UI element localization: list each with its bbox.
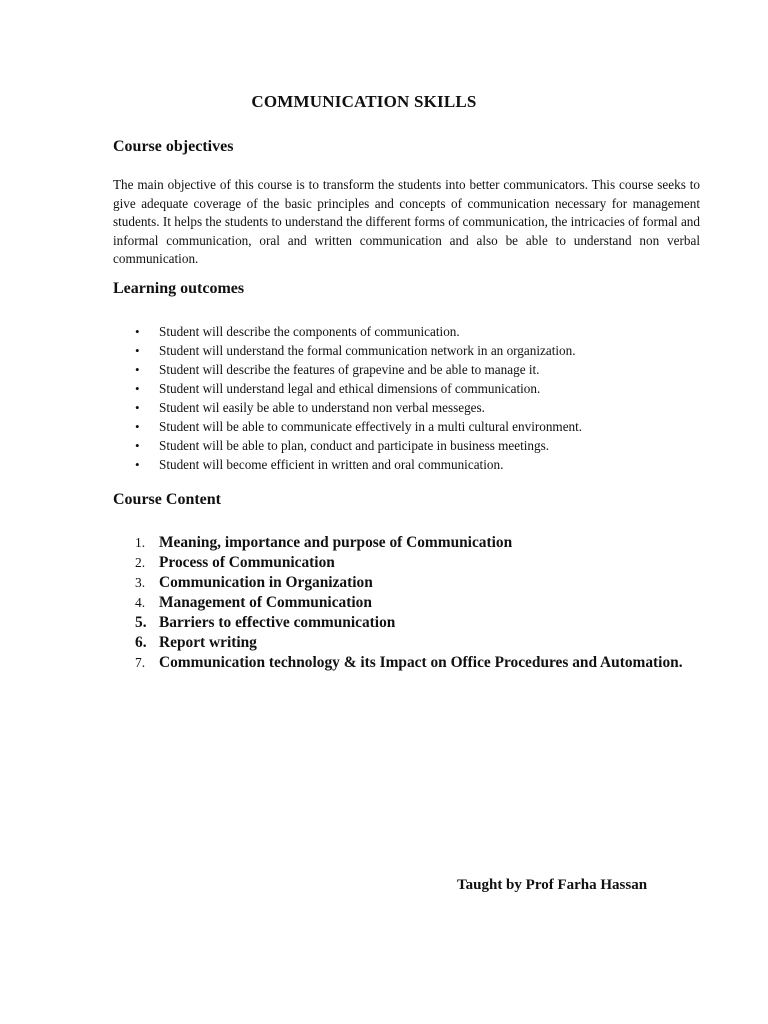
list-number: 4. <box>135 595 146 610</box>
course-objectives-paragraph: The main objective of this course is to transform the students into better communicators. This course seeks to give adequate coverage of the basic principles and concepts of communication necessary for management students. It helps the students to understand the different forms of communication, the intricacies of formal and informal communication, oral and written communication and also be able to understand non verbal communication. <box>113 177 700 267</box>
list-number: 6. <box>135 634 147 651</box>
list-item-text: Meaning, importance and purpose of Communication <box>159 534 513 551</box>
list-item <box>113 398 713 417</box>
list-number: 2. <box>135 555 146 570</box>
instructor-signature: Taught by Prof Farha Hassan <box>457 877 648 893</box>
list-item-text: Management of Communication <box>159 594 372 611</box>
bullet-icon: • <box>135 343 140 358</box>
bullet-icon: • <box>135 324 140 339</box>
list-item <box>113 322 713 341</box>
list-item <box>113 613 700 633</box>
list-item-text: Student will describe the features of grapevine and be able to manage it. <box>159 362 540 377</box>
course-content-list <box>113 533 700 673</box>
list-item-text: Student will describe the components of communication. <box>159 324 460 339</box>
list-item <box>113 341 713 360</box>
list-item <box>113 417 713 436</box>
bullet-icon: • <box>135 457 140 472</box>
bullet-icon: • <box>135 362 140 377</box>
bullet-icon: • <box>135 400 140 415</box>
list-item-text: Student will understand the formal communication network in an organization. <box>159 343 576 358</box>
course-content-heading: Course Content <box>113 491 221 508</box>
list-item <box>113 593 700 613</box>
list-number: 1. <box>135 535 146 550</box>
list-item <box>113 436 713 455</box>
list-item <box>113 573 700 593</box>
list-item-text: Student will become efficient in written and oral communication. <box>159 457 504 472</box>
list-number: 3. <box>135 575 146 590</box>
list-item-text: Student will be able to plan, conduct and participate in business meetings. <box>159 438 550 453</box>
list-number: 5. <box>135 614 147 631</box>
list-item-text: Student will understand legal and ethical dimensions of communication. <box>159 381 541 396</box>
list-item-text: Communication in Organization <box>159 574 373 591</box>
list-number: 7. <box>135 655 146 670</box>
list-item-text: Student will be able to communicate effectively in a multi cultural environment. <box>159 419 583 434</box>
bullet-icon: • <box>135 381 140 396</box>
course-objectives-heading: Course objectives <box>113 138 234 155</box>
list-item-text: Student wil easily be able to understand non verbal messeges. <box>159 400 485 415</box>
bullet-icon: • <box>135 419 140 434</box>
list-item-text: Report writing <box>159 634 257 651</box>
list-item <box>113 379 713 398</box>
list-item-text: Communication technology & its Impact on Office Procedures and Automation. <box>159 654 683 671</box>
learning-outcomes-list <box>113 322 713 474</box>
list-item <box>113 455 713 474</box>
list-item <box>113 533 700 553</box>
learning-outcomes-heading: Learning outcomes <box>113 280 245 297</box>
list-item <box>113 553 700 573</box>
list-item-text: Barriers to effective communication <box>159 614 396 631</box>
bullet-icon: • <box>135 438 140 453</box>
list-item-text: Process of Communication <box>159 554 335 571</box>
list-item <box>113 360 713 379</box>
list-item <box>113 633 700 653</box>
list-item <box>113 653 700 673</box>
document-title: COMMUNICATION SKILLS <box>251 92 477 111</box>
